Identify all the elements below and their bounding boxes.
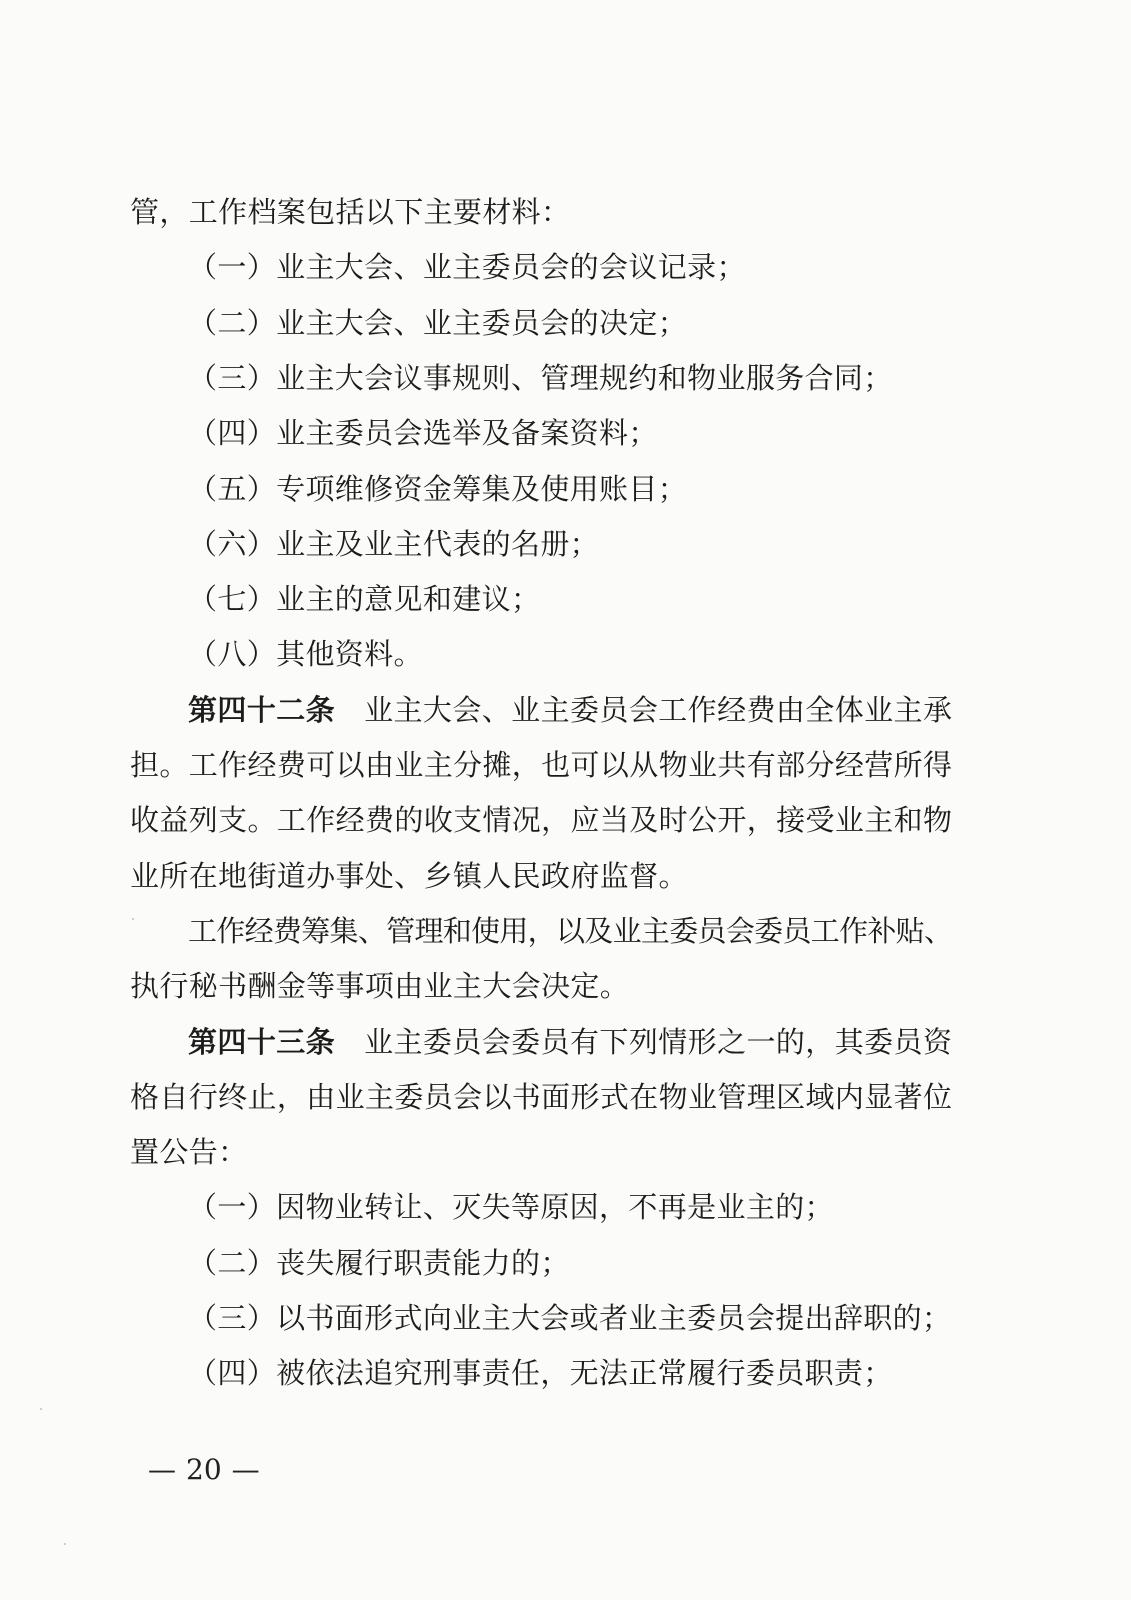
- page-number: 20: [186, 1453, 222, 1486]
- article-41-item-7: （七）业主的意见和建议；: [188, 582, 541, 616]
- article-42-line-3: 收益列支。工作经费的收支情况，应当及时公开，接受业主和物: [130, 803, 952, 837]
- article-42-first-line: [188, 690, 952, 730]
- page-footer: [148, 1450, 260, 1490]
- article-42-paragraph-2-line-1: 工作经费筹集、管理和使用，以及业主委员会委员工作补贴、: [188, 914, 952, 948]
- article-42-line-1: 业主大会、业主委员会工作经费由全体业主承: [364, 693, 952, 727]
- article-41-item-8: （八）其他资料。: [188, 637, 423, 671]
- footer-right-dash: —: [231, 1453, 260, 1486]
- article-41-item-1: （一）业主大会、业主委员会的会议记录；: [188, 250, 746, 284]
- article-43-item-2: （二）丧失履行职责能力的；: [188, 1246, 570, 1280]
- scan-speck: [132, 918, 134, 920]
- article-43-item-4: （四）被依法追究刑事责任，无法正常履行委员职责；: [188, 1356, 893, 1390]
- article-42-paragraph-2-line-2: 执行秘书酬金等事项由业主大会决定。: [130, 969, 630, 1003]
- article-43-line-3: 置公告：: [130, 1135, 248, 1169]
- article-43-item-3: （三）以书面形式向业主大会或者业主委员会提出辞职的；: [188, 1301, 952, 1335]
- article-42-heading: 第四十二条: [188, 693, 336, 727]
- scan-speck: [40, 1408, 42, 1410]
- article-42-line-2: 担。工作经费可以由业主分摊，也可以从物业共有部分经营所得: [130, 748, 952, 782]
- scan-speck: [64, 1543, 66, 1545]
- article-41-item-4: （四）业主委员会选举及备案资料；: [188, 416, 658, 450]
- article-43-item-1: （一）因物业转让、灭失等原因，不再是业主的；: [188, 1190, 834, 1224]
- article-43-first-line: [188, 1022, 952, 1062]
- article-41-item-3: （三）业主大会议事规则、管理规约和物业服务合同；: [188, 361, 893, 395]
- article-43-line-2: 格自行终止，由业主委员会以书面形式在物业管理区域内显著位: [130, 1080, 952, 1114]
- article-43-heading: 第四十三条: [188, 1025, 336, 1059]
- article-42-line-4: 业所在地街道办事处、乡镇人民政府监督。: [130, 859, 688, 893]
- article-41-item-6: （六）业主及业主代表的名册；: [188, 527, 600, 561]
- article-41-item-2: （二）业主大会、业主委员会的决定；: [188, 306, 688, 340]
- footer-left-dash: —: [148, 1453, 176, 1486]
- article-43-line-1: 业主委员会委员有下列情形之一的，其委员资: [364, 1025, 952, 1059]
- article-41-continuation: 管，工作档案包括以下主要材料：: [130, 195, 571, 229]
- article-41-item-5: （五）专项维修资金筹集及使用账目；: [188, 472, 688, 506]
